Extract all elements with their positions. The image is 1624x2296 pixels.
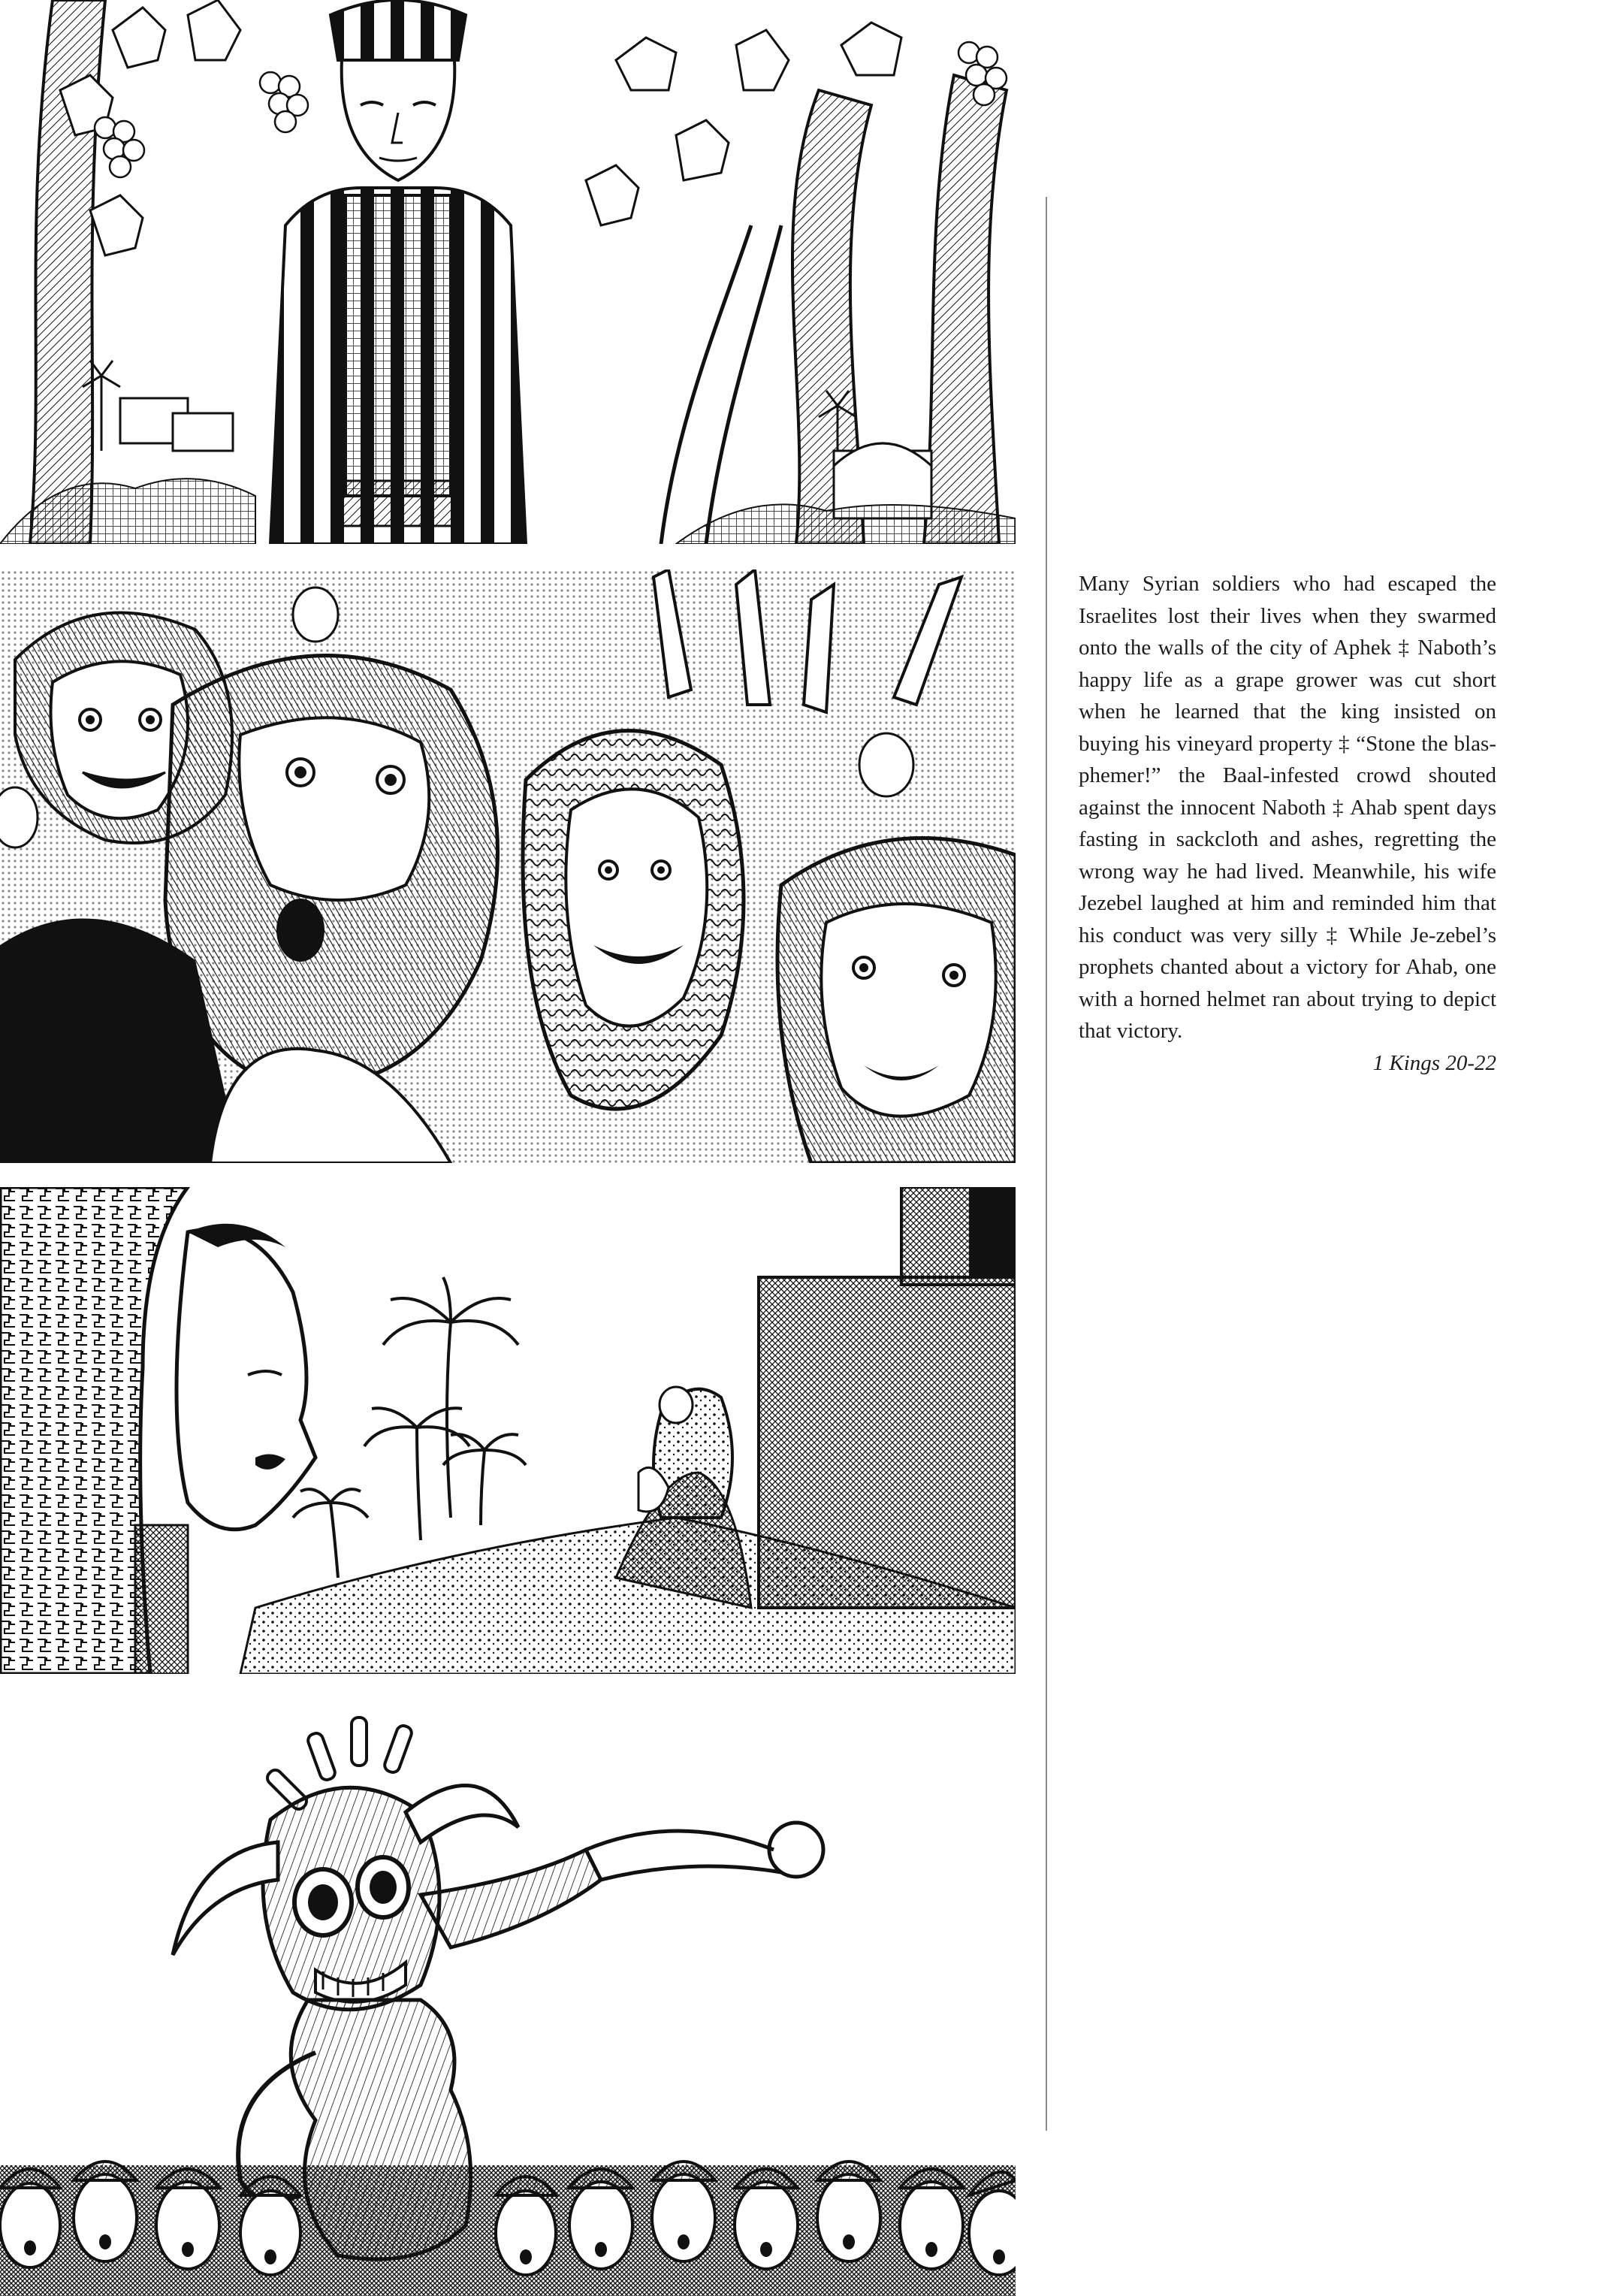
panel-naboth-vineyard xyxy=(0,0,1016,544)
horned-prophet-illustration xyxy=(0,1699,1016,2296)
jezebel-illustration xyxy=(0,1187,1016,1674)
panel-crowd xyxy=(0,569,1016,1163)
page-caption xyxy=(1079,568,1496,1079)
wide-eyed-face-right xyxy=(777,838,1016,1164)
panel-horned-prophet xyxy=(0,1699,1016,2296)
crowd-illustration xyxy=(0,569,1016,1163)
panel-jezebel-ahab xyxy=(0,1187,1016,1674)
vertical-divider-rule xyxy=(1046,197,1047,2131)
smiling-woman-face xyxy=(523,731,744,1109)
caption-body: Many Syrian soldiers who had escaped the Israelites lost their lives when they swarmed onto the walls of the city of Aphek ‡ Naboth’s happy life as a grape grower was cut short when he learned that the king insisted on buying his vineyard property ‡ “Stone the blas-phemer!” the Baal-infested crowd shouted against the innocent Naboth ‡ Ahab spent days fasting in sackcloth and ashes, regretting the wrong way he had lived. Meanwhile, his wife Jezebel laughed at him and reminded him that his conduct was very silly ‡ While Je-zebel’s prophets chanted about a victory for Ahab, one with a horned helmet ran about trying to depict that victory. xyxy=(1079,572,1496,1043)
helmeted-crowd xyxy=(0,2162,1016,2296)
scripture-citation: 1 Kings 20-22 xyxy=(1372,1050,1496,1075)
vineyard-illustration xyxy=(0,0,1016,544)
